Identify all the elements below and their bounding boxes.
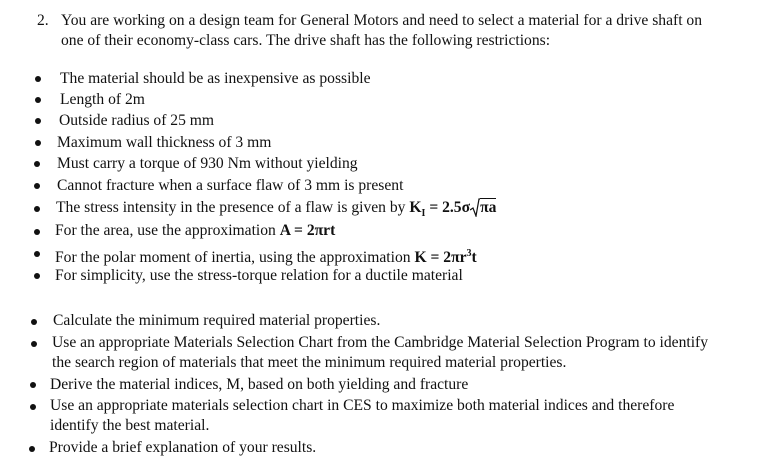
task-item: Derive the material indices, M, based on both yielding and fracture	[50, 376, 469, 393]
task-item-continued: the search region of materials that meet the minimum required material properties.	[52, 354, 567, 371]
restriction-item: Must carry a torque of 930 Nm without yielding	[57, 155, 358, 172]
restriction-text: For the polar moment of inertia, using the approximation	[55, 249, 411, 267]
task-item: Calculate the minimum required material properties.	[53, 312, 381, 329]
task-item-continued: identify the best material.	[50, 417, 210, 434]
problem-number: 2.	[37, 12, 49, 29]
bullet-icon	[35, 140, 41, 146]
bullet-icon	[31, 341, 37, 347]
restriction-item-stress	[56, 199, 496, 223]
bullet-icon	[34, 161, 40, 167]
restriction-item-area	[55, 222, 335, 240]
restriction-item: Cannot fracture when a surface flaw of 3 mm is present	[57, 177, 404, 194]
bullet-icon	[35, 97, 41, 103]
restriction-item: Outside radius of 25 mm	[59, 112, 215, 129]
restriction-item: The material should be as inexpensive as possible	[60, 70, 371, 87]
bullet-icon	[34, 251, 40, 257]
bullet-icon	[34, 273, 40, 279]
restriction-item: For simplicity, use the stress-torque relation for a ductile material	[55, 267, 463, 284]
restriction-item: Length of 2m	[60, 91, 145, 108]
restriction-item: Maximum wall thickness of 3 mm	[57, 134, 272, 151]
bullet-icon	[29, 446, 35, 452]
bullet-icon	[31, 319, 37, 325]
task-item: Use an appropriate materials selection chart in CES to maximize both material indices and therefore	[50, 397, 675, 414]
intro-line-2: one of their economy-class cars. The drive shaft has the following restrictions:	[61, 32, 551, 49]
equation-area: A = 2πrt	[279, 222, 336, 239]
bullet-icon	[35, 118, 41, 124]
sqrt-symbol: πa	[470, 199, 496, 217]
bullet-icon	[34, 206, 40, 212]
restriction-item-polar	[55, 245, 477, 267]
restriction-text: For the area, use the approximation	[55, 222, 276, 239]
task-item: Use an appropriate Materials Selection Chart from the Cambridge Material Selection Program to identify	[52, 334, 709, 351]
bullet-icon	[35, 76, 41, 82]
restriction-text: The stress intensity in the presence of a flaw is given by	[56, 199, 406, 216]
bullet-icon	[30, 382, 36, 388]
task-item: Provide a brief explanation of your results.	[49, 439, 317, 456]
equation-polar: $K = 2\pi r^3t$	[414, 248, 477, 267]
equation-k1: $K_I = 2.5\sigma$ πa	[409, 199, 497, 220]
intro-line-1: You are working on a design team for General Motors and need to select a material for a drive shaft on	[61, 12, 703, 29]
bullet-icon	[30, 404, 36, 410]
bullet-icon	[34, 183, 40, 189]
bullet-icon	[34, 229, 40, 235]
